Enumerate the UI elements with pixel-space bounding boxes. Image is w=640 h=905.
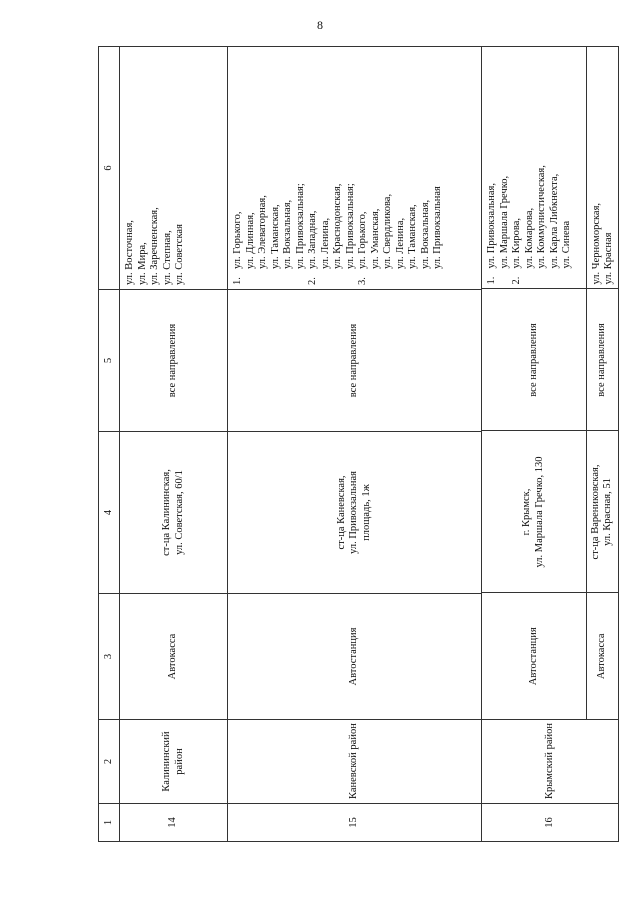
address-line: площадь, 1ж xyxy=(360,484,372,541)
routes-cell xyxy=(482,46,586,289)
table-row xyxy=(482,47,619,842)
street-line: ул. Синева xyxy=(561,220,572,269)
street-line: ул. Привокзальная; xyxy=(344,183,356,269)
street-line: ул. Западная, xyxy=(307,210,318,269)
street-line: ул. Свердликова, xyxy=(382,193,393,269)
address-line: ул. Маршала Гречко, 130 xyxy=(533,456,545,568)
routes-cell xyxy=(228,47,482,290)
route-item xyxy=(307,51,357,285)
street-line: ул. Ленина, xyxy=(319,217,331,269)
rotated-table-frame xyxy=(98,47,614,842)
street-line: ул. Элеваторная, xyxy=(257,195,268,269)
table-row xyxy=(228,47,482,842)
sub-rows-cell xyxy=(482,47,619,720)
table-rotated-container xyxy=(98,47,614,842)
street-line: ул. Вокзальная, xyxy=(282,199,293,269)
district-line: Каневской район xyxy=(348,723,360,799)
header-col-2: 2 xyxy=(99,720,120,804)
street-line: ул. Кирова, xyxy=(511,217,522,269)
district-line: район xyxy=(173,748,185,775)
street-line: ул. Таманская, xyxy=(269,204,281,269)
address-line: ул. Красная, 51 xyxy=(602,478,613,546)
address-line: ст-ца Каневская, xyxy=(335,475,347,550)
streets-cell xyxy=(586,46,618,289)
route-number: 1. xyxy=(486,276,497,285)
district-cell xyxy=(228,720,482,804)
address-cell xyxy=(482,431,586,593)
station-type: Автостанция xyxy=(482,593,586,719)
street-line: ул. Краснодонская, xyxy=(332,183,343,269)
page-number: 8 xyxy=(317,18,323,32)
station-type: Автокасса xyxy=(120,594,228,720)
street-line: ул. Советская xyxy=(174,224,185,285)
street-line: ул. Горького, xyxy=(232,211,243,269)
station-type: Автостанция xyxy=(228,594,482,720)
address-line: ст-ца Варениковская, xyxy=(589,464,601,560)
header-col-1: 1 xyxy=(99,804,120,842)
district-cell xyxy=(120,720,228,804)
station-type: Автокасса xyxy=(586,593,618,719)
street-line: ул. Длинная, xyxy=(244,212,256,269)
street-line: ул. Ленина, xyxy=(394,217,406,269)
address-line: ул. Привокзальная xyxy=(348,471,360,554)
row-number: 14 xyxy=(120,804,228,842)
route-lines xyxy=(486,176,511,269)
route-number: 2. xyxy=(307,277,318,285)
sub-table xyxy=(482,46,618,719)
address-cell xyxy=(120,432,228,594)
address-line: г. Крымск, xyxy=(521,488,533,536)
street-line: ул. Мира, xyxy=(136,242,148,285)
table-row xyxy=(120,47,228,842)
stations-table xyxy=(98,46,619,842)
header-row xyxy=(99,47,120,842)
header-col-6: 6 xyxy=(99,47,120,290)
street-line: ул. Черноморская, xyxy=(590,202,602,285)
route-lines xyxy=(232,183,307,269)
address-cell xyxy=(228,432,482,594)
row-number: 16 xyxy=(482,804,619,842)
header-col-3: 3 xyxy=(99,594,120,720)
street-line: ул. Коммунистическая, xyxy=(536,165,547,269)
street-line: ул. Уманская, xyxy=(369,208,381,269)
route-item xyxy=(232,51,307,285)
district-line: Крымский район xyxy=(543,723,555,799)
street-line: ул. Восточная, xyxy=(124,220,135,285)
district-cell xyxy=(482,720,619,804)
route-item xyxy=(511,50,574,285)
header-col-4: 4 xyxy=(99,432,120,594)
street-line: ул. Привокзальная xyxy=(432,186,443,269)
sub-row xyxy=(482,46,586,719)
route-number: 1. xyxy=(232,277,243,285)
street-line: ул. Таманская, xyxy=(407,204,418,269)
street-line: ул. Карла Либкнехта, xyxy=(548,173,560,269)
direction-cell: все направления xyxy=(482,289,586,431)
address-line: ул. Советская, 60/1 xyxy=(173,470,185,555)
street-line: ул. Заречненская, xyxy=(149,207,160,285)
streets-cell xyxy=(120,47,228,290)
street-line: ул. Горького, xyxy=(357,211,368,269)
street-line: ул. Вокзальная, xyxy=(419,199,431,269)
row-number: 15 xyxy=(228,804,482,842)
street-line: ул. Красная xyxy=(603,232,614,285)
direction-cell: все направления xyxy=(228,290,482,432)
route-number: 2. xyxy=(511,276,522,285)
header-col-5: 5 xyxy=(99,290,120,432)
route-lines xyxy=(511,165,574,268)
route-lines xyxy=(357,186,445,269)
street-line: ул. Комарова, xyxy=(523,207,535,269)
address-cell xyxy=(586,431,618,593)
street-line: ул. Степная, xyxy=(161,230,173,285)
direction-cell: все направления xyxy=(120,290,228,432)
street-line: ул. Маршала Гречко, xyxy=(498,175,510,269)
address-line: ст-ца Калининская, xyxy=(161,469,172,556)
route-item xyxy=(486,50,511,285)
street-line: ул. Привокзальная, xyxy=(486,183,497,269)
sub-row xyxy=(586,46,618,719)
street-line: ул. Привокзальная; xyxy=(294,183,306,269)
route-lines xyxy=(307,183,357,269)
route-number: 3. xyxy=(357,277,368,285)
district-line: Калининский xyxy=(161,731,172,792)
direction-cell: все направления xyxy=(586,289,618,431)
route-item xyxy=(357,51,445,285)
